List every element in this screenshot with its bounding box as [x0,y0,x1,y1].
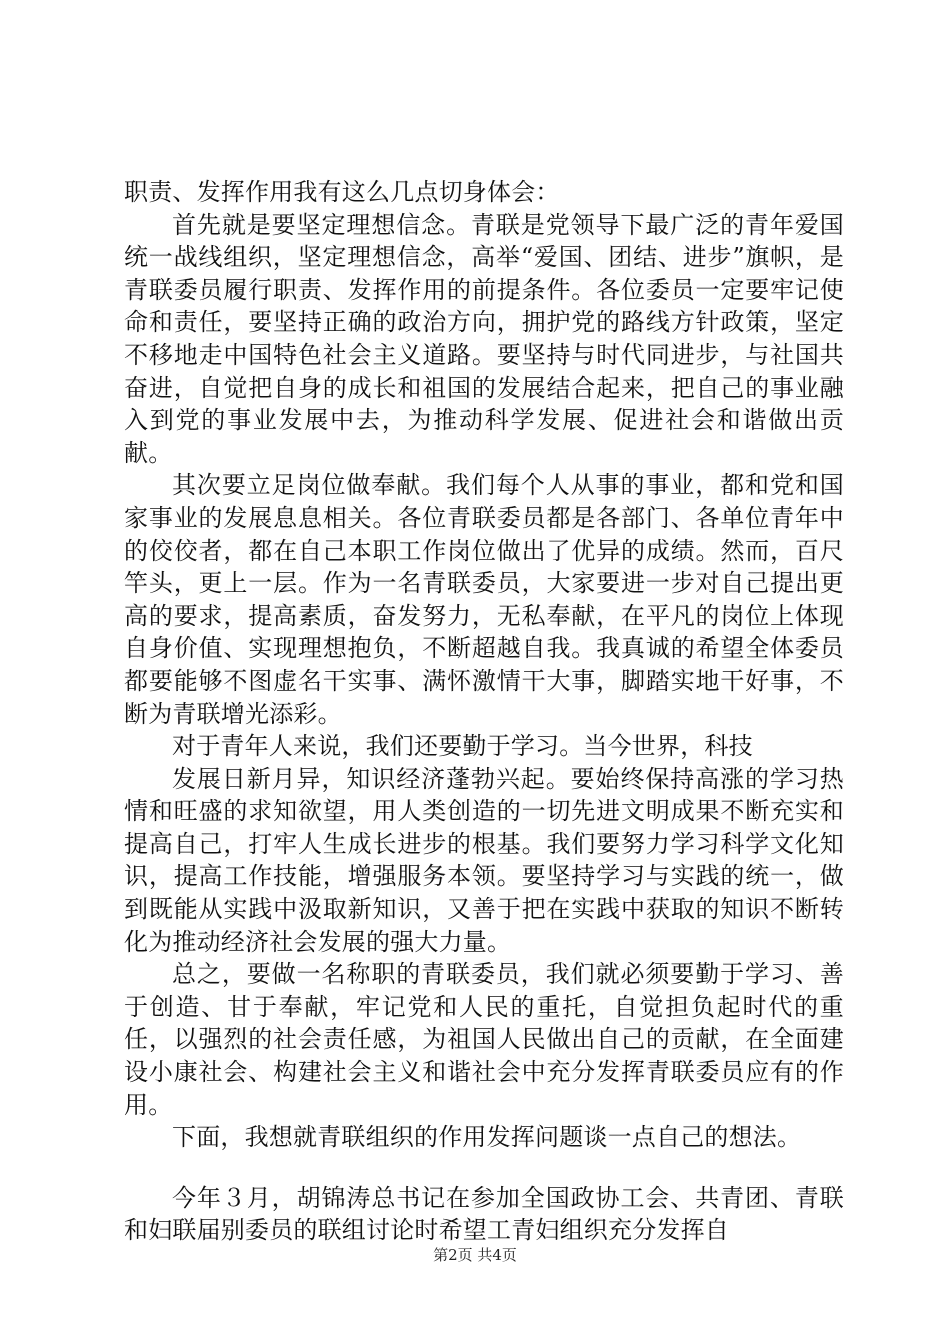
paragraph-3: 其次要立足岗位做奉献。我们每个人从事的事业，都和党和国家事业的发展息息相关。各位青联委员都是各部门、各单位青年中的佼佼者，都在自己本职工作岗位做出了优异的成绩。然而，百尺竿头，更上一层。作为一名青联委员，大家要进一步对自己提出更高的要求，提高素质，奋发努力，无私奉献，在平凡的岗位上体现自身价值、实现理想抱负，不断超越自我。我真诚的希望全体委员都要能够不图虚名干实事、满怀激情干大事，脚踏实地干好事，不断为青联增光添彩。 [124,471,844,728]
paragraph-6: 总之，要做一名称职的青联委员，我们就必须要勤于学习、善于创造、甘于奉献，牢记党和人民的重托，自觉担负起时代的重任，以强烈的社会责任感，为祖国人民做出自己的贡献，在全面建设小康社会、构建社会主义和谐社会中充分发挥青联委员应有的作用。 [124,960,844,1119]
paragraph-5: 发展日新月异，知识经济蓬勃兴起。要始终保持高涨的学习热情和旺盛的求知欲望，用人类创造的一切先进文明成果不断充实和提高自己，打牢人生成长进步的根基。我们要努力学习科学文化知识，提高工作技能，增强服务本领。要坚持学习与实践的统一，做到既能从实践中汲取新知识，又善于把在实践中获取的知识不断转化为推动经济社会发展的强大力量。 [124,764,844,956]
paragraph-2: 首先就是要坚定理想信念。青联是党领导下最广泛的青年爱国统一战线组织，坚定理想信念，高举“爱国、团结、进步”旗帜，是青联委员履行职责、发挥作用的前提条件。各位委员一定要牢记使命和责任，要坚持正确的政治方向，拥护党的路线方针政策，坚定不移地走中国特色社会主义道路。要坚持与时代同进步，与社国共奋进，自觉把自身的成长和祖国的发展结合起来，把自己的事业融入到党的事业发展中去，为推动科学发展、促进社会和谐做出贡献。 [124,210,844,467]
paragraph-gap [124,1154,844,1182]
paragraph-4: 对于青年人来说，我们还要勤于学习。当今世界，科技 [172,732,753,761]
paragraph-8: 今年３月，胡锦涛总书记在参加全国政协工会、共青团、青联和妇联届别委员的联组讨论时希望工青妇组织充分发挥自 [124,1183,844,1245]
paragraph-7: 下面，我想就青联组织的作用发挥问题谈一点自己的想法。 [172,1123,802,1152]
document-body [124,176,844,1247]
page-footer: 第2页 共4页 [433,1246,517,1264]
paragraph-1: 职责、发挥作用我有这么几点切身体会： [124,178,560,206]
